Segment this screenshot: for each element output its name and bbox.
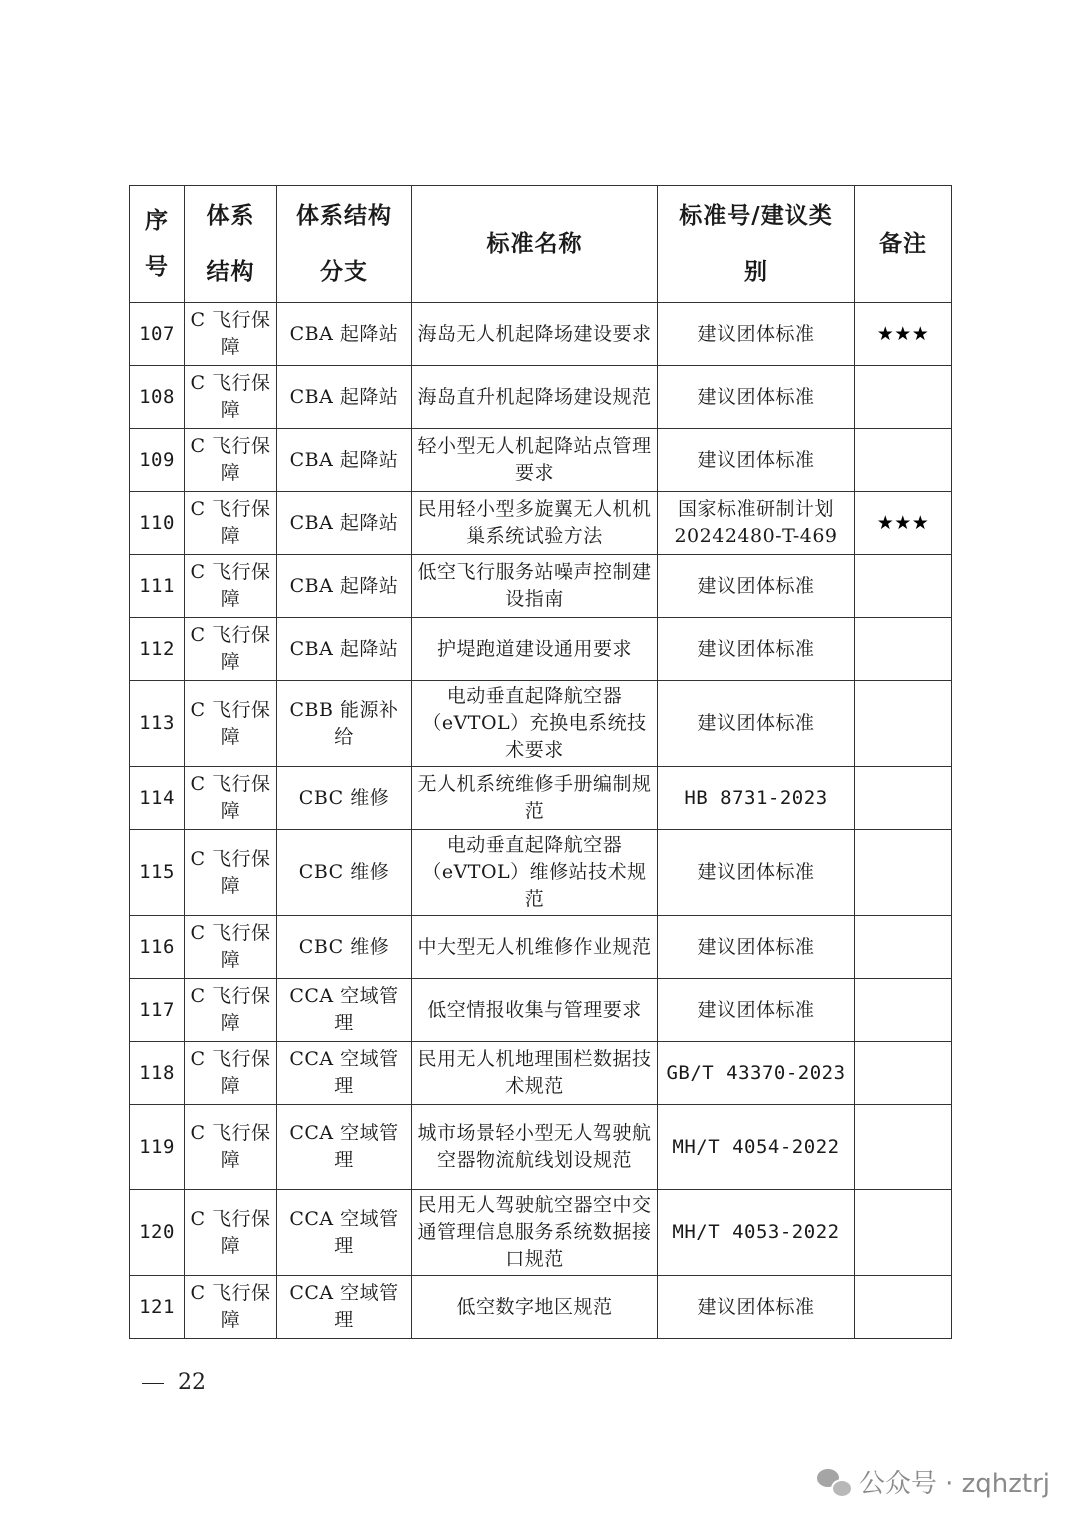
header-branch [277,186,412,303]
cell-remark: ★★★ [855,492,952,555]
cell-code: MH/T 4053-2022 [658,1190,855,1276]
cell-code: 建议团体标准 [658,618,855,681]
cell-branch: CBA 起降站 [277,429,412,492]
cell-remark [855,1190,952,1276]
page-number-text: 22 [178,1370,206,1395]
cell-system: C 飞行保障 [185,681,277,767]
table-row [130,303,952,366]
cell-no: 107 [130,303,185,366]
cell-branch: CCA 空域管理 [277,979,412,1042]
table-row [130,767,952,830]
cell-code: 建议团体标准 [658,555,855,618]
table-row [130,366,952,429]
header-no-line1: 序 [145,208,169,234]
cell-code: HB 8731-2023 [658,767,855,830]
cell-system: C 飞行保障 [185,1042,277,1105]
header-name: 标准名称 [412,186,658,303]
cell-system: C 飞行保障 [185,1105,277,1190]
header-no [130,186,185,303]
cell-name: 低空情报收集与管理要求 [412,979,658,1042]
header-code-line2: 别 [744,259,768,285]
cell-no: 111 [130,555,185,618]
cell-branch: CBC 维修 [277,767,412,830]
cell-code: 建议团体标准 [658,681,855,767]
cell-remark [855,916,952,979]
cell-system: C 飞行保障 [185,1276,277,1339]
header-branch-line1: 体系结构 [296,203,392,229]
cell-remark [855,429,952,492]
cell-code: 建议团体标准 [658,303,855,366]
cell-name: 海岛无人机起降场建设要求 [412,303,658,366]
table-row [130,618,952,681]
header-row [130,186,952,303]
cell-remark [855,1276,952,1339]
cell-no: 110 [130,492,185,555]
header-system [185,186,277,303]
wechat-icon [817,1467,851,1497]
cell-no: 113 [130,681,185,767]
cell-name: 轻小型无人机起降站点管理要求 [412,429,658,492]
cell-remark [855,618,952,681]
cell-system: C 飞行保障 [185,1190,277,1276]
cell-name: 无人机系统维修手册编制规范 [412,767,658,830]
cell-name: 民用无人驾驶航空器空中交通管理信息服务系统数据接口规范 [412,1190,658,1276]
table-row [130,492,952,555]
table-row [130,1042,952,1105]
table-body [130,303,952,1339]
cell-system: C 飞行保障 [185,979,277,1042]
cell-no: 118 [130,1042,185,1105]
table-row [130,429,952,492]
cell-remark [855,1042,952,1105]
cell-code: 建议团体标准 [658,979,855,1042]
header-system-line2: 结构 [206,259,255,285]
cell-name: 海岛直升机起降场建设规范 [412,366,658,429]
cell-branch: CCA 空域管理 [277,1276,412,1339]
cell-name: 民用轻小型多旋翼无人机机巢系统试验方法 [412,492,658,555]
header-code-line1: 标准号/建议类 [679,203,833,229]
table-row [130,1276,952,1339]
cell-no: 116 [130,916,185,979]
cell-system: C 飞行保障 [185,303,277,366]
cell-code: 建议团体标准 [658,429,855,492]
cell-branch: CCA 空域管理 [277,1190,412,1276]
cell-branch: CBA 起降站 [277,366,412,429]
header-no-line2: 号 [145,254,169,280]
cell-no: 121 [130,1276,185,1339]
cell-code: MH/T 4054-2022 [658,1105,855,1190]
cell-name: 护堤跑道建设通用要求 [412,618,658,681]
cell-system: C 飞行保障 [185,366,277,429]
cell-code: 建议团体标准 [658,916,855,979]
cell-remark [855,767,952,830]
cell-system: C 飞行保障 [185,830,277,916]
page-dash [142,1383,164,1384]
cell-system: C 飞行保障 [185,767,277,830]
table-row [130,555,952,618]
cell-code: 建议团体标准 [658,830,855,916]
cell-branch: CBC 维修 [277,916,412,979]
table-row [130,979,952,1042]
cell-branch: CCA 空域管理 [277,1105,412,1190]
cell-branch: CBB 能源补给 [277,681,412,767]
page-number [142,1370,206,1395]
header-code [658,186,855,303]
cell-branch: CBC 维修 [277,830,412,916]
cell-no: 108 [130,366,185,429]
table-row [130,830,952,916]
cell-branch: CBA 起降站 [277,303,412,366]
table-row [130,916,952,979]
cell-system: C 飞行保障 [185,555,277,618]
header-remark: 备注 [855,186,952,303]
table-row [130,681,952,767]
cell-remark [855,1105,952,1190]
cell-name: 低空飞行服务站噪声控制建设指南 [412,555,658,618]
cell-code: 国家标准研制计划 20242480-T-469 [658,492,855,555]
standards-table [129,185,952,1339]
cell-code: 建议团体标准 [658,1276,855,1339]
cell-no: 120 [130,1190,185,1276]
cell-remark [855,681,952,767]
cell-system: C 飞行保障 [185,618,277,681]
watermark [817,1463,1050,1500]
watermark-text: 公众号 · zqhztrj [858,1469,1050,1499]
cell-name: 低空数字地区规范 [412,1276,658,1339]
cell-remark [855,979,952,1042]
table-row [130,1190,952,1276]
cell-branch: CBA 起降站 [277,492,412,555]
cell-code: 建议团体标准 [658,366,855,429]
cell-system: C 飞行保障 [185,492,277,555]
cell-no: 119 [130,1105,185,1190]
cell-name: 城市场景轻小型无人驾驶航空器物流航线划设规范 [412,1105,658,1190]
cell-no: 117 [130,979,185,1042]
cell-branch: CBA 起降站 [277,555,412,618]
cell-name: 电动垂直起降航空器（eVTOL）维修站技术规范 [412,830,658,916]
cell-remark [855,830,952,916]
cell-branch: CCA 空域管理 [277,1042,412,1105]
cell-code: GB/T 43370-2023 [658,1042,855,1105]
cell-branch: CBA 起降站 [277,618,412,681]
cell-remark: ★★★ [855,303,952,366]
cell-no: 115 [130,830,185,916]
cell-name: 中大型无人机维修作业规范 [412,916,658,979]
cell-name: 电动垂直起降航空器（eVTOL）充换电系统技术要求 [412,681,658,767]
cell-system: C 飞行保障 [185,429,277,492]
table-row [130,1105,952,1190]
header-branch-line2: 分支 [320,259,368,285]
cell-no: 114 [130,767,185,830]
cell-system: C 飞行保障 [185,916,277,979]
cell-no: 109 [130,429,185,492]
cell-name: 民用无人机地理围栏数据技术规范 [412,1042,658,1105]
header-system-line1: 体系 [206,203,255,229]
cell-no: 112 [130,618,185,681]
cell-remark [855,555,952,618]
cell-remark [855,366,952,429]
